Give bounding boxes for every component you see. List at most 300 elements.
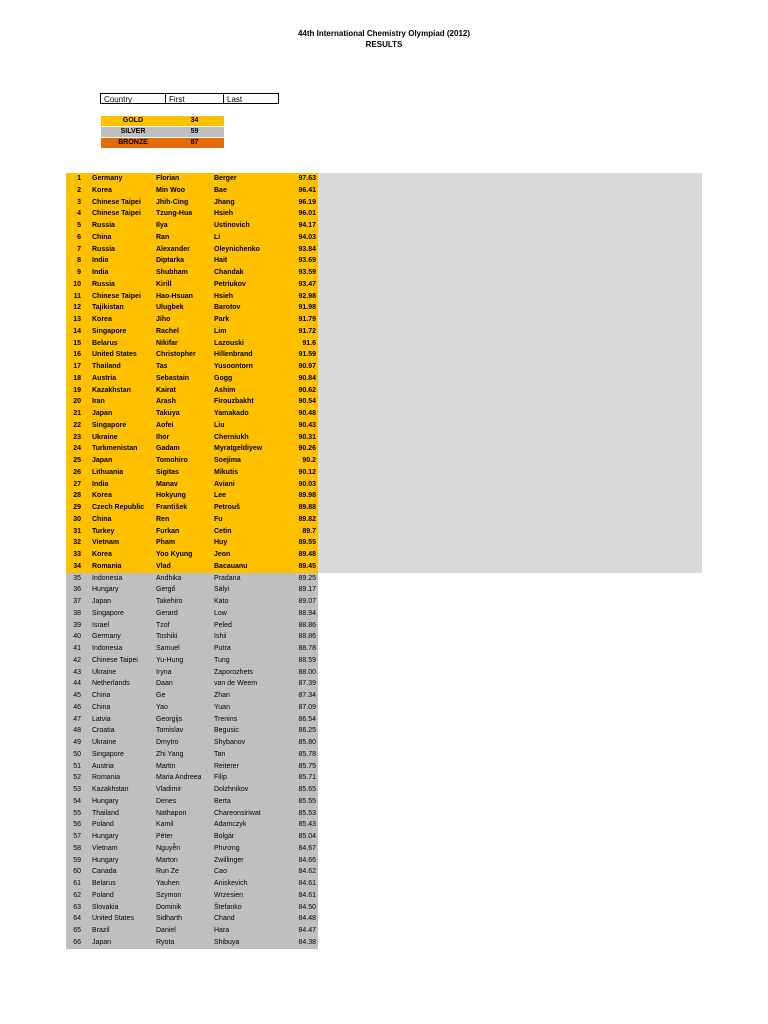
page-title: 44th International Chemistry Olympiad (2012) <box>297 29 471 38</box>
cell-last: Zwillinger <box>214 856 244 864</box>
cell-country: Singapore <box>92 750 124 758</box>
cell-country: Korea <box>92 316 112 323</box>
cell-score: 94.17 <box>298 222 316 229</box>
cell-country: Korea <box>92 551 112 558</box>
cell-rank: 31 <box>73 527 81 535</box>
cell-last: Oleynichenko <box>214 245 260 253</box>
cell-score: 84.47 <box>298 927 316 934</box>
medal-gold-row <box>101 116 224 126</box>
cell-score: 85.80 <box>298 739 316 746</box>
cell-last: Ustinovich <box>214 222 250 229</box>
cell-last: Kato <box>214 598 229 605</box>
cell-last: Bacauanu <box>214 562 248 570</box>
cell-score: 84.50 <box>298 903 316 911</box>
cell-last: Lazouski <box>214 339 244 347</box>
cell-score: 93.69 <box>298 257 316 265</box>
cell-country: Japan <box>92 938 112 946</box>
cell-first: Yauhen <box>156 880 180 887</box>
cell-country: Ukraine <box>92 739 117 746</box>
cell-first: Martin <box>156 762 176 770</box>
cell-first: Ilya <box>156 222 168 229</box>
cell-country: Ukraine <box>92 433 118 441</box>
cell-country: Croatia <box>92 727 115 735</box>
cell-last: Aniskevich <box>214 880 248 887</box>
cell-first: Tas <box>156 363 168 370</box>
table-row <box>66 925 318 937</box>
cell-country: Czech Republic <box>92 504 145 511</box>
cell-first: Georgijs <box>156 715 183 723</box>
cell-score: 89.98 <box>298 492 316 500</box>
cell-country: Hungary <box>92 856 119 864</box>
cell-country: Indonesia <box>92 574 123 582</box>
cell-rank: 10 <box>73 280 81 288</box>
cell-country: Chinese Taipei <box>92 198 141 206</box>
cell-rank: 17 <box>73 363 81 370</box>
cell-last: Sályi <box>214 586 230 594</box>
cell-country: Romania <box>92 562 122 570</box>
cell-score: 87.39 <box>298 680 316 688</box>
cell-country: China <box>92 233 112 241</box>
cell-first: Sigitas <box>156 468 179 476</box>
cell-score: 85.53 <box>298 809 316 817</box>
cell-score: 84.38 <box>298 938 316 946</box>
cell-rank: 37 <box>73 598 81 605</box>
cell-country: Belarus <box>92 339 118 347</box>
cell-score: 89.17 <box>298 586 316 594</box>
table-row <box>66 514 318 526</box>
cell-first: Péter <box>156 833 173 840</box>
cell-rank: 47 <box>73 715 81 723</box>
cell-rank: 52 <box>73 774 81 782</box>
cell-score: 84.48 <box>298 915 316 923</box>
table-row <box>66 843 318 855</box>
cell-first: Kirill <box>156 280 172 288</box>
cell-rank: 15 <box>73 339 81 347</box>
cell-country: United States <box>92 915 135 923</box>
cell-rank: 18 <box>73 374 81 382</box>
cell-first: Hao-Hsuan <box>156 292 193 300</box>
table-row <box>66 467 318 479</box>
cell-score: 86.25 <box>298 727 316 735</box>
table-row <box>66 432 318 444</box>
table-row <box>66 913 318 925</box>
cell-first: Takuya <box>156 410 180 417</box>
cell-country: Singapore <box>92 421 127 429</box>
table-row <box>66 373 318 385</box>
cell-country: Russia <box>92 280 115 288</box>
cell-last: Aviani <box>214 480 235 488</box>
cell-rank: 29 <box>73 504 81 511</box>
page-subtitle: RESULTS <box>365 40 403 49</box>
cell-country: Singapore <box>92 609 124 617</box>
cell-country: Poland <box>92 821 114 829</box>
cell-score: 84.62 <box>298 868 316 876</box>
cell-first: Daniel <box>156 927 176 934</box>
cell-last: Hsieh <box>214 292 234 300</box>
cell-first: Vladimir <box>156 786 182 793</box>
cell-score: 90.43 <box>298 421 316 429</box>
cell-last: Shybanov <box>214 739 246 746</box>
cell-score: 97.63 <box>298 175 316 182</box>
cell-first: Sebastain <box>156 374 190 382</box>
medal-gold-label: GOLD <box>122 117 144 124</box>
cell-country: Germany <box>92 175 123 182</box>
cell-rank: 56 <box>73 821 81 829</box>
cell-rank: 19 <box>73 386 81 394</box>
cell-country: India <box>92 269 109 276</box>
medal-bronze-count: 87 <box>190 139 199 146</box>
table-row <box>66 878 318 890</box>
cell-last: Myratgeldiyew <box>214 445 263 453</box>
cell-score: 88.86 <box>298 633 316 641</box>
table-row <box>66 584 318 596</box>
cell-country: Russia <box>92 245 115 253</box>
table-row <box>66 737 318 749</box>
cell-last: Bae <box>214 186 227 194</box>
cell-country: Slovakia <box>92 903 119 911</box>
cell-score: 88.00 <box>298 668 316 676</box>
table-row <box>66 549 318 561</box>
table-row <box>66 690 318 702</box>
cell-last: Hara <box>214 927 230 934</box>
cell-rank: 13 <box>73 316 81 323</box>
cell-country: Brazil <box>92 927 110 934</box>
cell-rank: 45 <box>73 692 81 699</box>
cell-country: Germany <box>92 633 121 641</box>
cell-last: Reiterer <box>214 762 239 770</box>
cell-country: Kazakhstan <box>92 386 131 394</box>
cell-first: Florian <box>156 175 180 182</box>
cell-last: Lee <box>214 492 227 500</box>
cell-score: 84.61 <box>298 880 316 887</box>
table-row <box>66 725 318 737</box>
cell-rank: 57 <box>73 833 81 840</box>
cell-first: Furkan <box>156 527 180 535</box>
cell-last: Low <box>214 609 227 617</box>
table-row <box>66 220 318 232</box>
cell-score: 90.26 <box>298 445 316 453</box>
cell-last: Cherniukh <box>214 433 249 441</box>
table-row <box>66 702 318 714</box>
cell-first: Diptarka <box>156 257 185 265</box>
cell-rank: 49 <box>73 739 81 746</box>
cell-first: Alexander <box>156 245 190 253</box>
table-row <box>66 866 318 878</box>
cell-score: 86.54 <box>298 715 316 723</box>
cell-score: 89.55 <box>298 539 316 547</box>
cell-rank: 53 <box>73 786 81 793</box>
cell-last: Park <box>214 316 230 323</box>
cell-country: Canada <box>92 868 117 876</box>
cell-first: Ren <box>156 515 170 523</box>
medal-bronze-label: BRONZE <box>118 139 148 146</box>
cell-country: Turkey <box>92 527 115 535</box>
cell-first: Takehiro <box>156 598 183 605</box>
cell-first: Nguyễn <box>156 844 181 852</box>
header-first: First <box>165 93 224 104</box>
table-row <box>66 831 318 843</box>
cell-first: Shubham <box>156 269 188 276</box>
cell-rank: 54 <box>73 797 81 805</box>
table-row <box>66 643 318 655</box>
cell-first: Tzung-Hua <box>156 210 193 218</box>
cell-score: 90.54 <box>298 398 316 406</box>
cell-first: Nikifar <box>156 339 178 347</box>
cell-first: Ge <box>156 692 166 699</box>
cell-rank: 34 <box>73 562 81 570</box>
cell-country: Chinese Taipei <box>92 210 141 218</box>
table-row <box>66 620 318 632</box>
cell-last: Dolzhnikov <box>214 786 249 793</box>
cell-last: Štefanko <box>214 903 242 911</box>
cell-rank: 7 <box>77 245 81 253</box>
cell-country: Vietnam <box>92 539 120 547</box>
cell-first: Yoo Kyung <box>156 551 193 558</box>
cell-last: Pradana <box>214 574 241 582</box>
cell-score: 90.12 <box>298 468 316 476</box>
table-row <box>66 338 318 350</box>
cell-first: Ihor <box>156 433 170 441</box>
cell-first: Pham <box>156 539 176 547</box>
medal-silver-count: 59 <box>190 128 199 135</box>
table-row <box>66 596 318 608</box>
table-row <box>66 279 318 291</box>
cell-rank: 35 <box>73 574 81 582</box>
cell-score: 90.48 <box>298 410 316 417</box>
table-row <box>66 608 318 620</box>
cell-score: 96.41 <box>298 186 316 194</box>
cell-last: Tung <box>214 656 230 664</box>
cell-country: Belarus <box>92 880 116 887</box>
cell-country: Lithuania <box>92 468 124 476</box>
cell-last: Fu <box>214 515 223 523</box>
cell-last: Chandak <box>214 269 244 276</box>
cell-rank: 9 <box>77 269 81 276</box>
cell-last: Berta <box>214 797 231 805</box>
cell-first: Sidharth <box>156 915 183 923</box>
cell-country: Japan <box>92 457 113 464</box>
cell-first: Christopher <box>156 351 196 359</box>
cell-score: 89.82 <box>298 515 316 523</box>
cell-first: Kairat <box>156 386 176 394</box>
table-row <box>66 855 318 867</box>
cell-last: Adamczyk <box>214 821 247 829</box>
table-row <box>66 819 318 831</box>
table-row <box>66 267 318 279</box>
cell-country: Kazakhstan <box>92 786 129 793</box>
cell-rank: 16 <box>73 351 81 359</box>
cell-score: 90.84 <box>298 374 316 382</box>
cell-last: Phương <box>214 844 240 852</box>
cell-last: Petrouš <box>214 504 241 511</box>
cell-score: 88.78 <box>298 645 316 652</box>
cell-last: Firouzbakht <box>214 398 254 406</box>
table-row <box>66 232 318 244</box>
cell-country: Singapore <box>92 327 127 335</box>
cell-score: 89.7 <box>302 527 316 535</box>
cell-last: Chareonsiriwat <box>214 809 261 817</box>
cell-country: Romania <box>92 774 121 782</box>
table-row <box>66 937 318 949</box>
cell-last: Yuan <box>214 703 230 711</box>
cell-rank: 14 <box>73 327 81 335</box>
cell-rank: 11 <box>73 292 81 300</box>
cell-last: Zaporozhets <box>214 668 253 676</box>
cell-last: Hillenbrand <box>214 351 253 359</box>
cell-score: 85.75 <box>298 762 316 770</box>
cell-first: Gadam <box>156 445 180 453</box>
table-row <box>66 761 318 773</box>
cell-score: 89.88 <box>298 504 316 511</box>
cell-rank: 66 <box>73 938 81 946</box>
cell-first: Dominik <box>156 903 182 911</box>
cell-last: van de Weem <box>214 680 258 688</box>
cell-score: 85.78 <box>298 750 316 758</box>
cell-country: India <box>92 257 109 265</box>
cell-rank: 58 <box>73 844 81 852</box>
cell-last: Cao <box>214 868 227 876</box>
table-row <box>66 185 318 197</box>
cell-score: 84.67 <box>298 844 316 852</box>
cell-rank: 36 <box>73 586 81 594</box>
table-row <box>66 349 318 361</box>
cell-country: Hungary <box>92 586 119 594</box>
cell-score: 89.07 <box>298 598 316 605</box>
cell-rank: 55 <box>73 809 81 817</box>
cell-rank: 6 <box>77 233 81 241</box>
cell-rank: 51 <box>73 762 81 770</box>
cell-rank: 48 <box>73 727 81 735</box>
table-row <box>66 808 318 820</box>
table-row <box>66 326 318 338</box>
cell-score: 90.31 <box>298 433 316 441</box>
cell-country: Japan <box>92 410 113 417</box>
results-table <box>66 173 318 949</box>
cell-rank: 24 <box>73 445 81 453</box>
cell-rank: 23 <box>73 433 81 441</box>
table-row <box>66 291 318 303</box>
cell-first: Ran <box>156 233 170 241</box>
cell-country: China <box>92 692 111 699</box>
table-row <box>66 502 318 514</box>
cell-first: Denes <box>156 797 177 805</box>
cell-country: Hungary <box>92 797 119 805</box>
cell-country: Japan <box>92 598 112 605</box>
cell-country: Iran <box>92 398 105 406</box>
cell-score: 88.59 <box>298 656 316 664</box>
cell-score: 90.62 <box>298 386 316 394</box>
cell-score: 85.04 <box>298 833 316 840</box>
cell-country: Thailand <box>92 363 121 370</box>
cell-rank: 62 <box>73 891 81 899</box>
cell-score: 94.03 <box>298 233 316 241</box>
cell-score: 89.25 <box>298 574 316 582</box>
cell-last: Chand <box>214 915 235 923</box>
cell-last: Mikutis <box>214 468 239 476</box>
table-row <box>66 772 318 784</box>
header-last: Last <box>223 93 279 104</box>
cell-country: Chinese Taipei <box>92 656 138 664</box>
cell-first: Run Ze <box>156 868 179 876</box>
cell-rank: 26 <box>73 468 81 476</box>
cell-country: China <box>92 515 112 523</box>
table-row <box>66 714 318 726</box>
cell-last: Cetin <box>214 527 232 535</box>
cell-country: Turkmenistan <box>92 445 138 453</box>
cell-last: Filip <box>214 774 227 782</box>
cell-last: Trenins <box>214 715 238 723</box>
cell-country: Korea <box>92 492 112 500</box>
cell-last: Liu <box>214 421 225 429</box>
table-row <box>66 561 318 573</box>
cell-rank: 50 <box>73 750 81 758</box>
cell-score: 90.03 <box>298 480 316 488</box>
cell-score: 91.6 <box>302 339 316 347</box>
medal-silver-row <box>101 127 224 137</box>
cell-score: 85.65 <box>298 786 316 793</box>
cell-rank: 42 <box>73 656 81 664</box>
cell-last: Jeon <box>214 551 231 558</box>
cell-last: Yamakado <box>214 410 249 417</box>
table-row <box>66 667 318 679</box>
cell-country: Netherlands <box>92 680 130 688</box>
table-row <box>66 902 318 914</box>
cell-country: Tajikistan <box>92 304 124 312</box>
cell-last: Berger <box>214 175 237 182</box>
cell-first: Tomohiro <box>156 457 188 464</box>
cell-first: Toshiki <box>156 633 178 641</box>
cell-score: 90.2 <box>302 457 316 464</box>
medal-gold-count: 34 <box>190 117 199 124</box>
column-header <box>100 93 279 104</box>
cell-rank: 32 <box>73 539 81 547</box>
cell-rank: 40 <box>73 633 81 641</box>
table-row <box>66 796 318 808</box>
cell-rank: 46 <box>73 703 81 711</box>
cell-rank: 44 <box>73 680 81 688</box>
cell-first: Rachel <box>156 327 179 335</box>
cell-first: Tzof <box>156 621 170 629</box>
table-row <box>66 749 318 761</box>
cell-first: Maria Andreea <box>156 774 202 782</box>
cell-country: China <box>92 703 111 711</box>
table-row <box>66 361 318 373</box>
cell-country: Indonesia <box>92 645 123 652</box>
cell-rank: 27 <box>73 480 81 488</box>
table-row <box>66 784 318 796</box>
medal-bronze-row <box>101 138 224 148</box>
cell-score: 93.47 <box>298 280 316 288</box>
cell-country: Austria <box>92 762 114 770</box>
cell-rank: 8 <box>77 257 81 265</box>
cell-last: Ishii <box>214 633 227 641</box>
cell-last: Ashim <box>214 386 236 394</box>
table-row <box>66 479 318 491</box>
cell-country: Hungary <box>92 833 119 840</box>
cell-country: United States <box>92 351 137 359</box>
cell-last: Yusoontorn <box>214 363 253 370</box>
table-row <box>66 385 318 397</box>
cell-score: 90.97 <box>298 363 316 370</box>
table-row <box>66 655 318 667</box>
cell-country: Korea <box>92 186 112 194</box>
cell-rank: 1 <box>77 175 81 182</box>
cell-first: Marton <box>156 856 178 864</box>
cell-first: Manav <box>156 480 178 488</box>
cell-rank: 61 <box>73 880 81 887</box>
cell-country: India <box>92 480 109 488</box>
cell-last: Wrzesien <box>214 891 244 899</box>
